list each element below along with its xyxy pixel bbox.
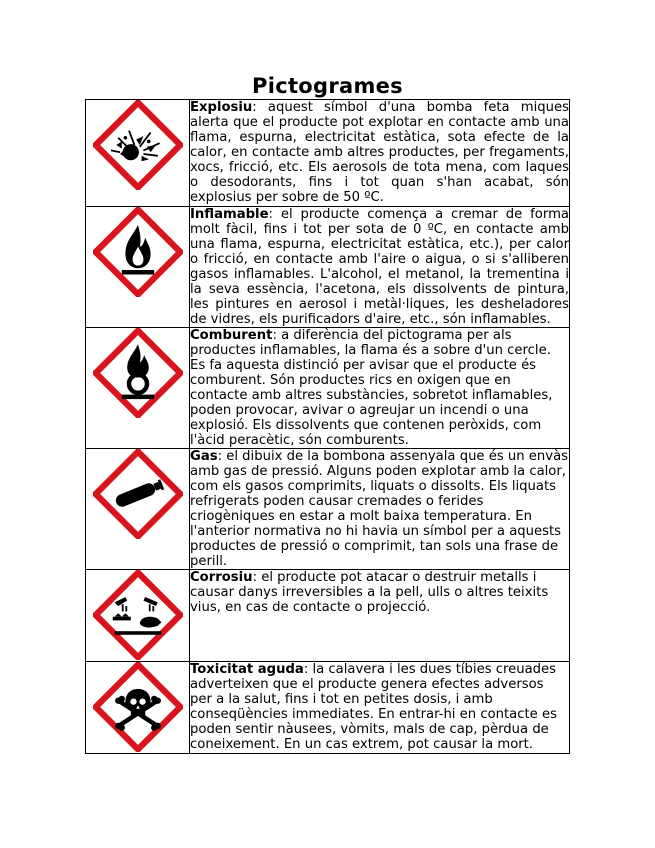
table-row [86, 449, 570, 570]
term-label: Toxicitat aguda [190, 662, 304, 677]
description-text: : el dibuix de la bombona assenyala que és un envàs amb gas de pressió. Alguns poden explotar amb la calor, com els gasos comprimits, liquats o dissolts. Els liquats refrigerats poden causar cremades o ferides criogèniques en estar a molt baixa temperatura. En l'anterior normativa no hi havia un símbol per a aquests productes de pressió o comprimit, tan sols una frase de perill. [190, 449, 569, 569]
table-row [86, 207, 570, 328]
pictogram-table [85, 99, 570, 754]
flame-over-circle-icon [93, 328, 183, 418]
pictogram-cell [86, 207, 190, 328]
pictogram-description [190, 449, 570, 570]
pictogram-cell [86, 449, 190, 570]
pictogram-description [190, 207, 570, 328]
skull-crossbones-icon [93, 662, 183, 752]
description-text: : a diferència del pictograma per als productes inflamables, la flama és a sobre d'un cercle. Es fa aquesta distinció per avisar que el producte és comburent. Són productes rics en oxigen que en contacte amb altres substàncies, sobretot inflamables, poden provocar, avivar o agreujar un incendi o una explosió. Els dissolvents que contenen peròxids, com l'àcid peracètic, són comburents. [190, 328, 553, 448]
gas-cylinder-icon [93, 449, 183, 539]
term-label: Corrosiu [190, 570, 253, 585]
table-row [86, 100, 570, 207]
table-row [86, 570, 570, 662]
table-row [86, 328, 570, 449]
description-text: : el producte pot atacar o destruir metalls i causar danys irreversibles a la pell, ulls o altres teixits vius, en cas de contacte o projecció. [190, 570, 549, 615]
pictogram-cell [86, 328, 190, 449]
term-label: Explosiu [190, 100, 253, 115]
corrosion-icon [93, 570, 183, 660]
pictogram-description [190, 662, 570, 754]
pictogram-cell [86, 570, 190, 662]
table-row [86, 662, 570, 754]
description-text: : el producte comença a cremar de forma molt fàcil, fins i tot per sota de 0 ºC, en contacte amb una flama, espurna, electricitat estàtica, etc.), per calor o fricció, en contacte amb l'aire o aigua, o si s'alliberen gasos inflamables. L'alcohol, el metanol, la trementina i la seva essència, l'acetona, els dissolvents de pintura, les pintures en aerosol i metàl·liques, les desheladores de vidres, els purificadors d'aire, etc., són inflamables. [190, 207, 569, 327]
exploding-bomb-icon [93, 100, 183, 190]
description-text: : la calavera i les dues tíbies creuades adverteixen que el producte genera efectes adversos per a la salut, fins i tot en petites dosis, i amb conseqüències immediates. En entrar-hi en contacte es poden sentir nàusees, vòmits, mals de cap, pèrdua de coneixement. En un cas extrem, pot causar la mort. [190, 662, 557, 752]
term-label: Comburent [190, 328, 273, 343]
flame-icon [93, 207, 183, 297]
page-title: Pictogrames [252, 74, 403, 98]
pictogram-cell [86, 100, 190, 207]
term-label: Gas [190, 449, 218, 464]
pictogram-cell [86, 662, 190, 754]
pictogram-description [190, 100, 570, 207]
term-label: Inflamable [190, 207, 269, 222]
pictogram-description [190, 328, 570, 449]
description-text: : aquest símbol d'una bomba feta miques alerta que el producte pot explotar en contacte amb una flama, espurna, electricitat estàtica, sota efecte de la calor, en contacte amb altres productes, per fregaments, xocs, fricció, etc. Els aerosols de tota mena, com laques o desodorants, fins i tot quan s'han acabat, són explosius per sobre de 50 ºC. [190, 100, 569, 205]
pictogram-description [190, 570, 570, 662]
